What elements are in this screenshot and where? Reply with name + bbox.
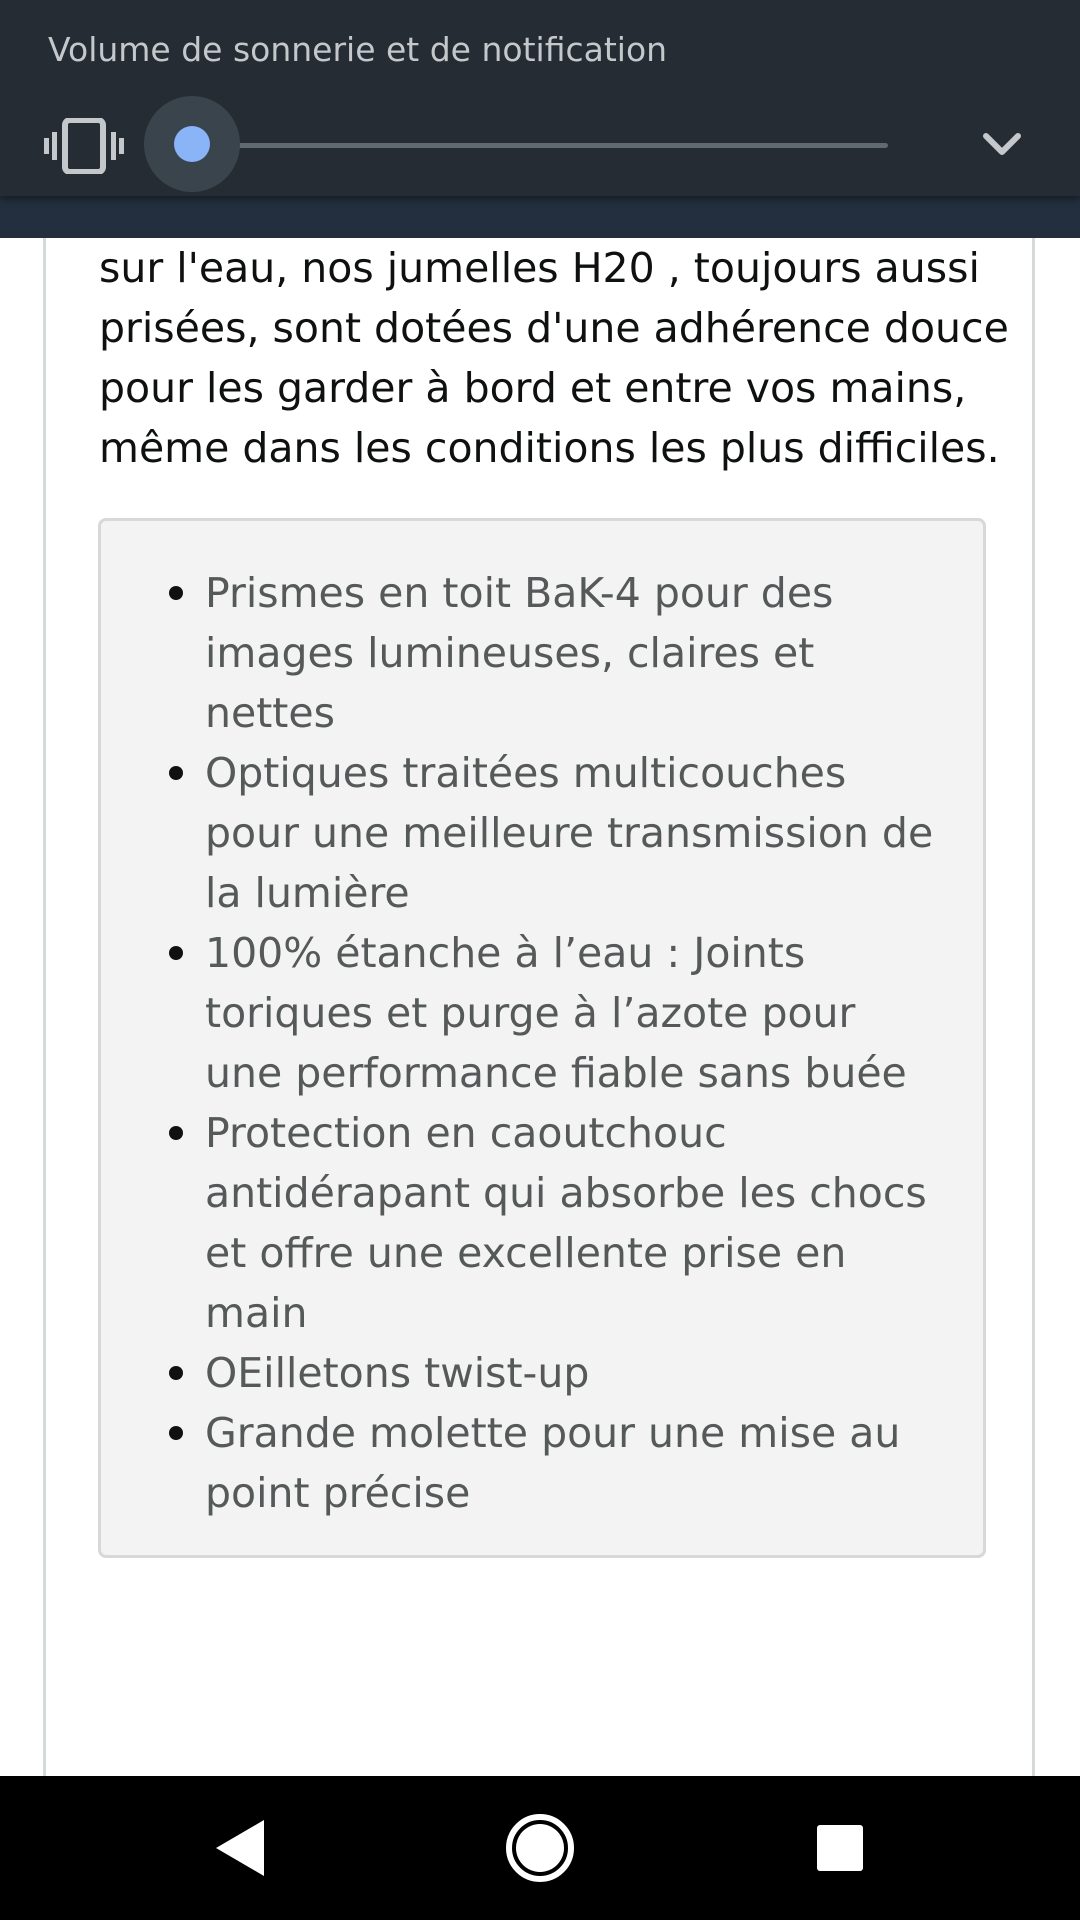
product-description-card — [43, 238, 1035, 1778]
feature-item: Protection en caoutchouc antidérapant qui absorbe les chocs et offre une excellente prise en main — [205, 1103, 943, 1343]
product-description-text: sur l'eau, nos jumelles H20 , toujours aussi prisées, sont dotées d'une adhérence douce pour les garder à bord et entre vos mains, même dans les conditions les plus difficiles. — [99, 244, 1009, 472]
home-icon[interactable] — [500, 1808, 580, 1888]
feature-list-box — [98, 518, 986, 1558]
recents-icon[interactable] — [800, 1808, 880, 1888]
vibrate-icon[interactable] — [44, 118, 124, 174]
volume-slider-thumb[interactable] — [174, 126, 210, 162]
chevron-down-icon[interactable] — [976, 126, 1028, 166]
feature-item: Grande molette pour une mise au point précise — [205, 1403, 943, 1523]
feature-item: Prismes en toit BaK-4 pour des images lumineuses, claires et nettes — [205, 563, 943, 743]
system-navigation-bar — [0, 1776, 1080, 1920]
volume-slider[interactable] — [144, 96, 888, 196]
feature-item: OEilletons twist-up — [205, 1343, 943, 1403]
back-icon[interactable] — [200, 1808, 280, 1888]
app-header-strip — [0, 196, 1080, 238]
volume-panel — [0, 0, 1080, 196]
feature-item: Optiques traitées multicouches pour une meilleure transmission de la lumière — [205, 743, 943, 923]
feature-item: 100% étanche à l’eau : Joints toriques et purge à l’azote pour une performance fiable sans buée — [205, 923, 943, 1103]
volume-panel-title: Volume de sonnerie et de notification — [48, 30, 668, 69]
volume-slider-track[interactable] — [192, 143, 888, 148]
feature-list — [205, 563, 943, 1523]
